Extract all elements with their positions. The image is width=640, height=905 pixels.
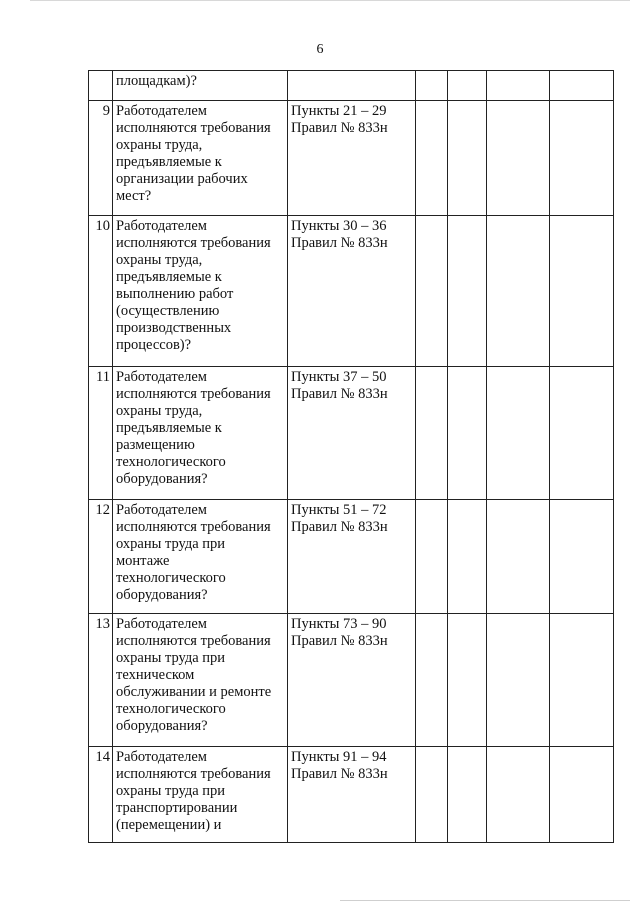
question-line: монтаже [116,553,170,569]
question-line: Работодателем [116,502,207,518]
question-line: выполнению работ [116,286,234,302]
question-line: охраны труда при [116,783,226,799]
question-line: технологического [116,454,226,470]
question-line: охраны труда при [116,650,226,666]
answer-cell-4 [550,71,614,101]
answer-cell-1 [416,500,448,614]
table-row [89,747,614,843]
question-line: оборудования? [116,587,208,603]
question-line: исполняются требования [116,633,271,649]
table-row [89,101,614,216]
table-row [89,367,614,500]
reference-cell [288,101,416,216]
question-line: транспортировании [116,800,238,816]
answer-cell-2 [448,500,487,614]
question-line: исполняются требования [116,235,271,251]
table-row [89,500,614,614]
answer-cell-2 [448,216,487,367]
question-line: размещению [116,437,195,453]
answer-cell-2 [448,747,487,843]
reference-cell [288,367,416,500]
answer-cell-3 [487,367,550,500]
question-line: охраны труда, [116,403,203,419]
answer-cell-3 [487,614,550,747]
question-line: Работодателем [116,103,207,119]
answer-cell-2 [448,614,487,747]
answer-cell-4 [550,101,614,216]
answer-cell-3 [487,71,550,101]
reference-line: Правил № 833н [291,766,388,782]
answer-cell-2 [448,101,487,216]
scan-edge-top [30,0,630,1]
answer-cell-2 [448,71,487,101]
question-line: исполняются требования [116,519,271,535]
answer-cell-3 [487,500,550,614]
question-line: Работодателем [116,616,207,632]
question-line: обслуживании и ремонте [116,684,272,700]
question-line: предъявляемые к [116,269,222,285]
answer-cell-4 [550,747,614,843]
question-cell [113,614,288,747]
question-cell [113,216,288,367]
answer-cell-3 [487,216,550,367]
reference-line: Пункты 51 – 72 [291,502,387,518]
question-line: охраны труда, [116,252,203,268]
reference-cell [288,71,416,101]
item-number: 12 [89,500,113,614]
question-line: оборудования? [116,718,208,734]
table-row [89,71,614,101]
question-line: площадкам)? [116,73,197,89]
checklist-table [88,70,614,843]
answer-cell-1 [416,216,448,367]
answer-cell-3 [487,747,550,843]
question-line: предъявляемые к [116,420,222,436]
question-line: охраны труда при [116,536,226,552]
question-line: (перемещении) и [116,817,222,833]
question-cell [113,101,288,216]
reference-cell [288,614,416,747]
question-line: мест? [116,188,152,204]
item-number [89,71,113,101]
question-cell [113,71,288,101]
answer-cell-4 [550,216,614,367]
question-line: (осуществлению [116,303,220,319]
reference-line: Правил № 833н [291,235,388,251]
page-number: 6 [316,42,324,57]
answer-cell-4 [550,500,614,614]
question-line: Работодателем [116,218,207,234]
scan-edge-bottom [340,900,630,901]
reference-line: Правил № 833н [291,386,388,402]
question-line: организации рабочих [116,171,248,187]
reference-cell [288,500,416,614]
item-number: 10 [89,216,113,367]
table-row [89,614,614,747]
reference-line: Правил № 833н [291,633,388,649]
question-line: Работодателем [116,749,207,765]
question-line: исполняются требования [116,120,271,136]
question-line: исполняются требования [116,766,271,782]
checklist-table-body [89,71,614,843]
answer-cell-1 [416,101,448,216]
question-line: предъявляемые к [116,154,222,170]
question-line: производственных [116,320,232,336]
reference-cell [288,216,416,367]
question-cell [113,747,288,843]
question-line: техническом [116,667,195,683]
answer-cell-3 [487,101,550,216]
reference-line: Пункты 91 – 94 [291,749,387,765]
reference-line: Пункты 37 – 50 [291,369,387,385]
question-line: технологического [116,570,226,586]
answer-cell-2 [448,367,487,500]
question-line: исполняются требования [116,386,271,402]
reference-line: Пункты 30 – 36 [291,218,387,234]
answer-cell-1 [416,71,448,101]
reference-line: Пункты 21 – 29 [291,103,387,119]
answer-cell-4 [550,614,614,747]
reference-line: Пункты 73 – 90 [291,616,387,632]
question-cell [113,500,288,614]
question-line: оборудования? [116,471,208,487]
question-line: процессов)? [116,337,192,353]
answer-cell-4 [550,367,614,500]
item-number: 13 [89,614,113,747]
answer-cell-1 [416,614,448,747]
table-row [89,216,614,367]
reference-line: Правил № 833н [291,519,388,535]
question-line: технологического [116,701,226,717]
question-cell [113,367,288,500]
item-number: 11 [89,367,113,500]
item-number: 14 [89,747,113,843]
reference-line: Правил № 833н [291,120,388,136]
question-line: охраны труда, [116,137,203,153]
answer-cell-1 [416,367,448,500]
answer-cell-1 [416,747,448,843]
item-number: 9 [89,101,113,216]
reference-cell [288,747,416,843]
question-line: Работодателем [116,369,207,385]
